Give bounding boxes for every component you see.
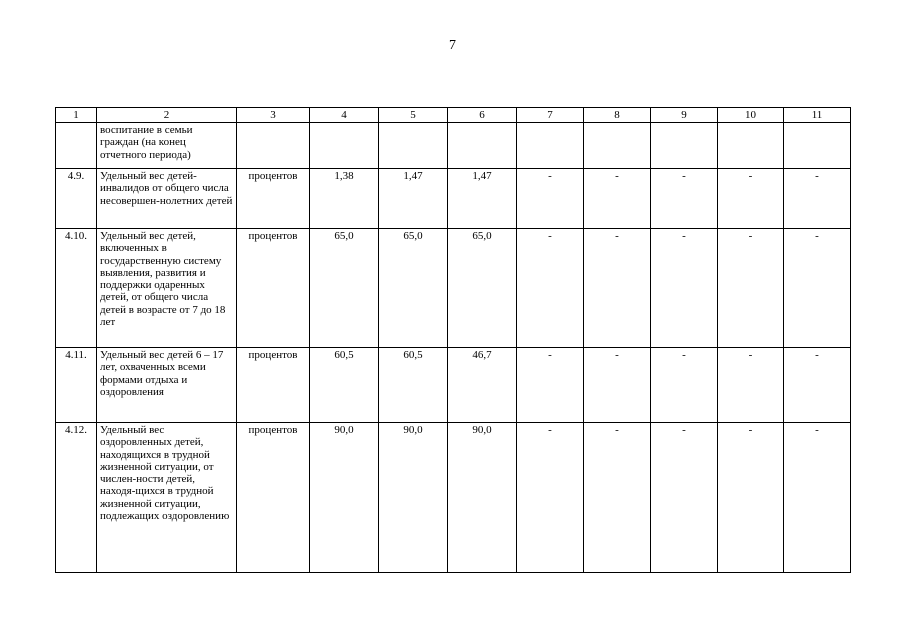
- value-cell: -: [651, 169, 718, 229]
- value-cell: -: [718, 348, 784, 423]
- value-cell: 65,0: [448, 229, 517, 348]
- value-cell: -: [784, 229, 851, 348]
- indicator-name: Удельный вес детей 6 – 17 лет, охваченных всеми формами отдыха и оздоровления: [97, 348, 237, 423]
- indicator-name: Удельный вес оздоровленных детей, находящихся в трудной жизненной ситуации, от числен-ности детей, находя-щихся в трудной жизненной ситуации, подлежащих оздоровлению: [97, 423, 237, 573]
- value-cell: 90,0: [310, 423, 379, 573]
- value-cell: -: [718, 423, 784, 573]
- value-cell: -: [584, 423, 651, 573]
- value-cell: 46,7: [448, 348, 517, 423]
- value-cell: -: [584, 169, 651, 229]
- indicator-name: Удельный вес детей, включенных в государственную систему выявления, развития и поддержки одаренных детей, от общего числа детей в возрасте от 7 до 18 лет: [97, 229, 237, 348]
- unit-cell: процентов: [237, 229, 310, 348]
- value-cell: -: [651, 348, 718, 423]
- row-number: 4.9.: [56, 169, 97, 229]
- value-cell: 1,47: [448, 169, 517, 229]
- value-cell: 90,0: [379, 423, 448, 573]
- value-cell: [379, 123, 448, 169]
- column-header: 1: [56, 108, 97, 123]
- column-number-header-row: [56, 108, 851, 123]
- unit-cell: [237, 123, 310, 169]
- column-header: 9: [651, 108, 718, 123]
- value-cell: -: [517, 423, 584, 573]
- unit-cell: процентов: [237, 423, 310, 573]
- value-cell: [584, 123, 651, 169]
- value-cell: 65,0: [310, 229, 379, 348]
- value-cell: -: [651, 229, 718, 348]
- column-header: 4: [310, 108, 379, 123]
- value-cell: 65,0: [379, 229, 448, 348]
- column-header: 2: [97, 108, 237, 123]
- unit-cell: процентов: [237, 348, 310, 423]
- value-cell: [651, 123, 718, 169]
- value-cell: 60,5: [379, 348, 448, 423]
- value-cell: [448, 123, 517, 169]
- value-cell: [310, 123, 379, 169]
- value-cell: -: [517, 229, 584, 348]
- column-header: 7: [517, 108, 584, 123]
- row-number: [56, 123, 97, 169]
- table-row-4-10: [56, 229, 851, 348]
- value-cell: -: [584, 348, 651, 423]
- value-cell: -: [517, 169, 584, 229]
- indicators-table: [55, 107, 851, 573]
- value-cell: -: [584, 229, 651, 348]
- table-row-4-12: [56, 423, 851, 573]
- value-cell: [784, 123, 851, 169]
- unit-cell: процентов: [237, 169, 310, 229]
- page-number: 7: [449, 38, 456, 53]
- value-cell: -: [517, 348, 584, 423]
- table-row-4-11: [56, 348, 851, 423]
- table-body: [56, 108, 851, 573]
- value-cell: 1,38: [310, 169, 379, 229]
- value-cell: -: [784, 423, 851, 573]
- value-cell: -: [784, 348, 851, 423]
- indicator-name: Удельный вес детей-инвалидов от общего числа несовершен-нолетних детей: [97, 169, 237, 229]
- value-cell: 90,0: [448, 423, 517, 573]
- column-header: 3: [237, 108, 310, 123]
- value-cell: 1,47: [379, 169, 448, 229]
- value-cell: -: [718, 169, 784, 229]
- column-header: 5: [379, 108, 448, 123]
- value-cell: -: [651, 423, 718, 573]
- column-header: 11: [784, 108, 851, 123]
- column-header: 8: [584, 108, 651, 123]
- row-number: 4.10.: [56, 229, 97, 348]
- column-header: 10: [718, 108, 784, 123]
- table-row-continuation: [56, 123, 851, 169]
- row-number: 4.12.: [56, 423, 97, 573]
- row-number: 4.11.: [56, 348, 97, 423]
- table-row-4-9: [56, 169, 851, 229]
- value-cell: -: [718, 229, 784, 348]
- value-cell: [718, 123, 784, 169]
- indicator-name: воспитание в семьи граждан (на конец отчетного периода): [97, 123, 237, 169]
- value-cell: -: [784, 169, 851, 229]
- value-cell: 60,5: [310, 348, 379, 423]
- value-cell: [517, 123, 584, 169]
- column-header: 6: [448, 108, 517, 123]
